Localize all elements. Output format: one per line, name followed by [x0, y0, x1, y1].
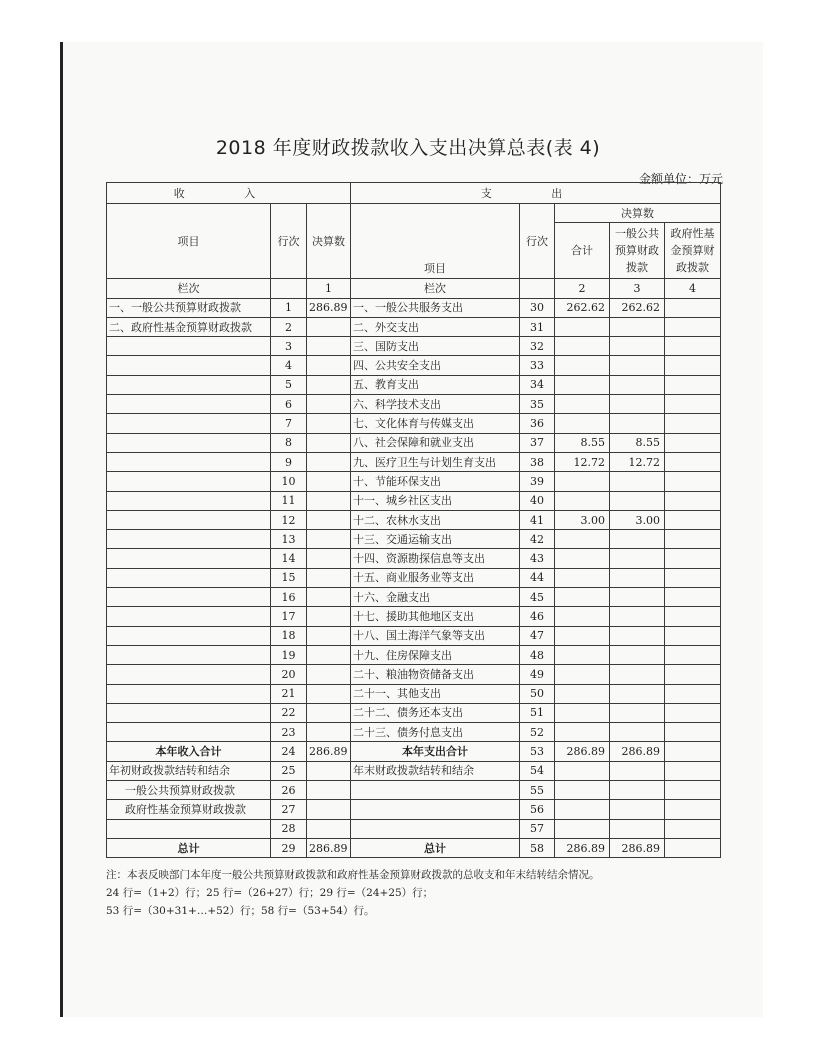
expense-fund-cell — [665, 414, 721, 433]
income-amount-cell — [307, 510, 351, 529]
income-line-cell: 10 — [271, 472, 307, 491]
expense-item-cell: 四、公共安全支出 — [351, 356, 520, 375]
expense-fund-cell — [665, 568, 721, 587]
expense-line-cell: 39 — [520, 472, 555, 491]
income-item-cell — [107, 452, 271, 471]
blank-cell — [271, 279, 307, 298]
table-row — [107, 665, 721, 684]
expense-fund-cell — [665, 607, 721, 626]
expense-line-cell: 49 — [520, 665, 555, 684]
income-item-cell: 二、政府性基金预算财政拨款 — [107, 317, 271, 336]
income-line-cell: 14 — [271, 549, 307, 568]
expense-general-cell — [610, 645, 665, 664]
income-amount-cell — [307, 433, 351, 452]
income-item-header: 项目 — [107, 204, 271, 279]
expense-total-cell — [555, 781, 610, 800]
income-line-cell: 22 — [271, 703, 307, 722]
expense-general-cell: 262.62 — [610, 298, 665, 317]
table-row — [107, 645, 721, 664]
income-line-cell: 12 — [271, 510, 307, 529]
table-row — [107, 684, 721, 703]
blank-cell — [520, 279, 555, 298]
expense-total-cell — [555, 703, 610, 722]
income-item-cell — [107, 645, 271, 664]
table-row — [107, 452, 721, 471]
income-item-cell — [107, 375, 271, 394]
expense-general-cell — [610, 703, 665, 722]
income-line-cell: 6 — [271, 395, 307, 414]
income-amount-cell — [307, 472, 351, 491]
income-amount-cell — [307, 626, 351, 645]
income-line-cell: 8 — [271, 433, 307, 452]
expense-total-cell — [555, 549, 610, 568]
table-row — [107, 781, 721, 800]
table-row — [107, 568, 721, 587]
expense-line-cell: 31 — [520, 317, 555, 336]
expense-line-cell: 30 — [520, 298, 555, 317]
expense-item-cell — [351, 819, 520, 838]
expense-item-cell: 二、外交支出 — [351, 317, 520, 336]
expense-general-cell — [610, 684, 665, 703]
unit-label: 金额单位：万元 — [638, 172, 723, 186]
expense-line-cell: 56 — [520, 800, 555, 819]
income-item-cell: 年初财政拨款结转和结余 — [107, 761, 271, 780]
expense-item-cell — [351, 800, 520, 819]
expense-item-cell: 十一、城乡社区支出 — [351, 491, 520, 510]
expense-fund-cell — [665, 626, 721, 645]
income-line-cell: 15 — [271, 568, 307, 587]
expense-fund-cell — [665, 298, 721, 317]
expense-general-cell: 12.72 — [610, 452, 665, 471]
table-row — [107, 472, 721, 491]
income-amount-cell — [307, 549, 351, 568]
expense-line-cell: 35 — [520, 395, 555, 414]
table-row — [107, 703, 721, 722]
col-index-2: 2 — [555, 279, 610, 298]
expense-item-cell: 十五、商业服务业等支出 — [351, 568, 520, 587]
expense-line-cell: 58 — [520, 838, 555, 857]
income-line-cell: 20 — [271, 665, 307, 684]
income-item-cell — [107, 337, 271, 356]
expense-line-cell: 37 — [520, 433, 555, 452]
expense-line-cell: 33 — [520, 356, 555, 375]
income-item-cell — [107, 395, 271, 414]
table-row — [107, 414, 721, 433]
expense-fund-cell — [665, 781, 721, 800]
expense-item-cell: 十、节能环保支出 — [351, 472, 520, 491]
expense-line-cell: 55 — [520, 781, 555, 800]
income-item-cell — [107, 491, 271, 510]
expense-item-cell: 九、医疗卫生与计划生育支出 — [351, 452, 520, 471]
income-item-cell — [107, 819, 271, 838]
table-row — [107, 356, 721, 375]
expense-item-cell: 六、科学技术支出 — [351, 395, 520, 414]
expense-total-cell — [555, 356, 610, 375]
income-amount-cell — [307, 684, 351, 703]
expense-general-cell — [610, 414, 665, 433]
income-amount-cell — [307, 375, 351, 394]
income-item-cell — [107, 356, 271, 375]
table-row — [107, 395, 721, 414]
expense-fund-cell — [665, 819, 721, 838]
expense-general-cell — [610, 395, 665, 414]
expense-total-cell — [555, 684, 610, 703]
header-row-2 — [107, 204, 721, 223]
expense-fund-cell — [665, 317, 721, 336]
income-amount-cell — [307, 317, 351, 336]
expense-general-cell — [610, 588, 665, 607]
income-line-cell: 7 — [271, 414, 307, 433]
table-row — [107, 549, 721, 568]
column-row-label: 栏次 — [351, 279, 520, 298]
income-amount-cell — [307, 414, 351, 433]
expense-item-cell: 二十、粮油物资储备支出 — [351, 665, 520, 684]
expense-item-cell: 二十一、其他支出 — [351, 684, 520, 703]
expense-total-cell — [555, 626, 610, 645]
income-line-cell: 25 — [271, 761, 307, 780]
income-line-cell: 2 — [271, 317, 307, 336]
income-header: 收 入 — [107, 183, 351, 204]
income-amount-cell — [307, 607, 351, 626]
table-row — [107, 317, 721, 336]
expense-general-cell: 286.89 — [610, 838, 665, 857]
income-amount-cell — [307, 356, 351, 375]
expense-fund-cell — [665, 510, 721, 529]
income-amount-cell — [307, 819, 351, 838]
expense-line-cell: 48 — [520, 645, 555, 664]
expense-item-cell: 十三、交通运输支出 — [351, 530, 520, 549]
expense-fund-cell — [665, 395, 721, 414]
table-row — [107, 626, 721, 645]
expense-total-cell — [555, 472, 610, 491]
expense-fund-cell — [665, 452, 721, 471]
expense-line-cell: 46 — [520, 607, 555, 626]
income-line-cell: 26 — [271, 781, 307, 800]
table-row — [107, 491, 721, 510]
expense-general-cell — [610, 723, 665, 742]
col-index-4: 4 — [665, 279, 721, 298]
income-item-cell — [107, 414, 271, 433]
expense-total-cell — [555, 607, 610, 626]
income-item-cell: 本年收入合计 — [107, 742, 271, 761]
income-line-cell: 9 — [271, 452, 307, 471]
expense-general-cell — [610, 781, 665, 800]
table-row — [107, 588, 721, 607]
expense-fund-cell — [665, 337, 721, 356]
expense-general-cell — [610, 626, 665, 645]
expense-line-cell: 50 — [520, 684, 555, 703]
expense-total-cell: 262.62 — [555, 298, 610, 317]
expense-total-cell — [555, 395, 610, 414]
expense-item-cell: 本年支出合计 — [351, 742, 520, 761]
income-item-cell: 一、一般公共预算财政拨款 — [107, 298, 271, 317]
income-amount-cell — [307, 491, 351, 510]
expense-fund-cell — [665, 703, 721, 722]
expense-total-cell: 286.89 — [555, 838, 610, 857]
expense-general-cell — [610, 800, 665, 819]
expense-fund-cell — [665, 645, 721, 664]
income-item-cell — [107, 588, 271, 607]
expense-item-cell: 十二、农林水支出 — [351, 510, 520, 529]
table-row — [107, 838, 721, 857]
expense-item-cell: 年末财政拨款结转和结余 — [351, 761, 520, 780]
expense-item-cell: 十四、资源勘探信息等支出 — [351, 549, 520, 568]
income-line-cell: 28 — [271, 819, 307, 838]
income-item-cell: 总计 — [107, 838, 271, 857]
expense-fund-cell — [665, 472, 721, 491]
gov-fund-header: 政府性基金预算财政拨款 — [665, 223, 721, 279]
expense-item-cell: 三、国防支出 — [351, 337, 520, 356]
expense-total-cell — [555, 317, 610, 336]
income-amount-cell — [307, 530, 351, 549]
expense-fund-cell — [665, 491, 721, 510]
income-item-cell — [107, 568, 271, 587]
expense-total-cell — [555, 568, 610, 587]
income-item-cell — [107, 626, 271, 645]
income-line-cell: 29 — [271, 838, 307, 857]
income-amount-cell — [307, 761, 351, 780]
expense-item-cell: 一、一般公共服务支出 — [351, 298, 520, 317]
expense-fund-cell — [665, 838, 721, 857]
income-amount-cell: 286.89 — [307, 742, 351, 761]
expense-general-cell — [610, 491, 665, 510]
income-line-cell: 18 — [271, 626, 307, 645]
expense-general-cell — [610, 317, 665, 336]
expense-total-cell — [555, 761, 610, 780]
income-line-cell: 13 — [271, 530, 307, 549]
expense-fund-cell — [665, 723, 721, 742]
expense-total-cell — [555, 588, 610, 607]
income-amount-cell — [307, 395, 351, 414]
column-index-row — [107, 279, 721, 298]
expense-line-cell: 45 — [520, 588, 555, 607]
expense-total-cell: 12.72 — [555, 452, 610, 471]
expense-general-cell — [610, 472, 665, 491]
expense-line-cell: 41 — [520, 510, 555, 529]
expense-general-cell — [610, 665, 665, 684]
income-line-cell: 5 — [271, 375, 307, 394]
expense-total-cell — [555, 819, 610, 838]
expense-total-cell — [555, 645, 610, 664]
expense-line-cell: 44 — [520, 568, 555, 587]
table-row — [107, 607, 721, 626]
budget-table — [106, 182, 721, 858]
expense-total-cell — [555, 530, 610, 549]
expense-line-cell: 54 — [520, 761, 555, 780]
expense-total-cell — [555, 800, 610, 819]
income-item-cell: 一般公共预算财政拨款 — [107, 781, 271, 800]
total-header: 合计 — [555, 223, 610, 279]
table-row — [107, 761, 721, 780]
income-line-cell: 16 — [271, 588, 307, 607]
expense-line-cell: 34 — [520, 375, 555, 394]
col-index-3: 3 — [610, 279, 665, 298]
expense-fund-cell — [665, 742, 721, 761]
income-line-cell: 19 — [271, 645, 307, 664]
note-line: 53 行=（30+31+…+52）行；58 行=（53+54）行。 — [106, 905, 375, 917]
income-item-cell — [107, 549, 271, 568]
expense-fund-cell — [665, 684, 721, 703]
expense-general-cell — [610, 337, 665, 356]
expense-total-cell — [555, 665, 610, 684]
expense-fund-cell — [665, 433, 721, 452]
table-row — [107, 375, 721, 394]
table-row — [107, 510, 721, 529]
income-item-cell — [107, 510, 271, 529]
expense-fund-cell — [665, 665, 721, 684]
income-item-cell — [107, 433, 271, 452]
expense-total-cell: 8.55 — [555, 433, 610, 452]
income-item-cell — [107, 665, 271, 684]
income-item-cell — [107, 703, 271, 722]
expense-total-cell: 286.89 — [555, 742, 610, 761]
expense-line-cell: 47 — [520, 626, 555, 645]
expense-line-cell: 57 — [520, 819, 555, 838]
income-line-cell: 3 — [271, 337, 307, 356]
expense-line-cell: 51 — [520, 703, 555, 722]
income-amount-cell — [307, 723, 351, 742]
expense-general-cell: 8.55 — [610, 433, 665, 452]
note-line: 24 行=（1+2）行；25 行=（26+27）行；29 行=（24+25）行； — [106, 887, 434, 899]
table-row — [107, 819, 721, 838]
income-amount-cell — [307, 452, 351, 471]
expense-total-cell: 3.00 — [555, 510, 610, 529]
table-row — [107, 800, 721, 819]
expense-total-cell — [555, 491, 610, 510]
income-item-cell — [107, 684, 271, 703]
expense-line-header: 行次 — [520, 204, 555, 279]
expense-general-cell: 3.00 — [610, 510, 665, 529]
expense-line-cell: 52 — [520, 723, 555, 742]
expense-total-cell — [555, 375, 610, 394]
expense-item-cell: 八、社会保障和就业支出 — [351, 433, 520, 452]
expense-line-cell: 36 — [520, 414, 555, 433]
expense-general-cell — [610, 761, 665, 780]
income-amount-cell — [307, 665, 351, 684]
income-line-cell: 4 — [271, 356, 307, 375]
income-line-header: 行次 — [271, 204, 307, 279]
expense-item-cell: 二十三、债务付息支出 — [351, 723, 520, 742]
expense-line-cell: 32 — [520, 337, 555, 356]
expense-item-header: 项目 — [351, 204, 520, 279]
table-row — [107, 433, 721, 452]
expense-general-cell: 286.89 — [610, 742, 665, 761]
income-line-cell: 21 — [271, 684, 307, 703]
income-line-cell: 23 — [271, 723, 307, 742]
expense-general-cell — [610, 568, 665, 587]
expense-item-cell: 十八、国土海洋气象等支出 — [351, 626, 520, 645]
expense-fund-cell — [665, 375, 721, 394]
expense-line-cell: 53 — [520, 742, 555, 761]
income-amount-cell — [307, 645, 351, 664]
col-index-1: 1 — [307, 279, 351, 298]
income-item-cell — [107, 607, 271, 626]
income-amount-cell — [307, 337, 351, 356]
income-amount-cell — [307, 588, 351, 607]
income-item-cell: 政府性基金预算财政拨款 — [107, 800, 271, 819]
expense-item-cell: 七、文化体育与传媒支出 — [351, 414, 520, 433]
expense-header: 支 出 — [351, 183, 721, 204]
expense-fund-cell — [665, 356, 721, 375]
general-budget-header: 一般公共预算财政拨款 — [610, 223, 665, 279]
expense-general-cell — [610, 375, 665, 394]
expense-item-cell: 十九、住房保障支出 — [351, 645, 520, 664]
income-amount-cell: 286.89 — [307, 838, 351, 857]
expense-total-cell — [555, 414, 610, 433]
income-line-cell: 27 — [271, 800, 307, 819]
table-row — [107, 337, 721, 356]
header-row-1 — [107, 183, 721, 204]
expense-line-cell: 43 — [520, 549, 555, 568]
expense-general-cell — [610, 549, 665, 568]
income-amount-cell — [307, 568, 351, 587]
income-amount-cell: 286.89 — [307, 298, 351, 317]
table-row — [107, 742, 721, 761]
table-row — [107, 530, 721, 549]
income-item-cell — [107, 530, 271, 549]
income-amount-header: 决算数 — [307, 204, 351, 279]
income-line-cell: 11 — [271, 491, 307, 510]
expense-fund-cell — [665, 588, 721, 607]
table-row — [107, 298, 721, 317]
expense-total-cell — [555, 723, 610, 742]
expense-item-cell — [351, 781, 520, 800]
expense-fund-cell — [665, 530, 721, 549]
expense-fund-cell — [665, 761, 721, 780]
column-row-label: 栏次 — [107, 279, 271, 298]
income-item-cell — [107, 723, 271, 742]
expense-fund-cell — [665, 549, 721, 568]
income-amount-cell — [307, 800, 351, 819]
expense-line-cell: 40 — [520, 491, 555, 510]
expense-line-cell: 42 — [520, 530, 555, 549]
income-line-cell: 1 — [271, 298, 307, 317]
expense-general-cell — [610, 356, 665, 375]
income-item-cell — [107, 472, 271, 491]
expense-line-cell: 38 — [520, 452, 555, 471]
table-row — [107, 723, 721, 742]
income-line-cell: 24 — [271, 742, 307, 761]
income-line-cell: 17 — [271, 607, 307, 626]
expense-item-cell: 二十二、债务还本支出 — [351, 703, 520, 722]
expense-item-cell: 十七、援助其他地区支出 — [351, 607, 520, 626]
expense-general-cell — [610, 530, 665, 549]
income-amount-cell — [307, 703, 351, 722]
note-line: 注：本表反映部门本年度一般公共预算财政拨款和政府性基金预算财政拨款的总收支和年末结转结余情况。 — [106, 869, 600, 881]
expense-item-cell: 五、教育支出 — [351, 375, 520, 394]
expense-general-cell — [610, 607, 665, 626]
expense-amount-header: 决算数 — [555, 204, 721, 223]
page-title: 2018 年度财政拨款收入支出决算总表(表 4) — [215, 137, 601, 159]
expense-total-cell — [555, 337, 610, 356]
income-amount-cell — [307, 781, 351, 800]
expense-fund-cell — [665, 800, 721, 819]
expense-item-cell: 十六、金融支出 — [351, 588, 520, 607]
expense-general-cell — [610, 819, 665, 838]
expense-item-cell: 总计 — [351, 838, 520, 857]
notes — [106, 866, 600, 920]
